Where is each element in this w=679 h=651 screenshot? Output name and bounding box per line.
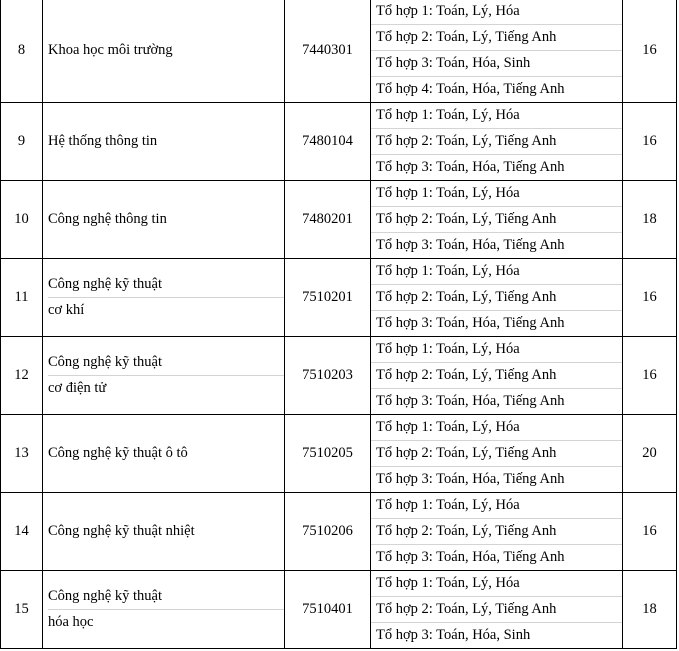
- major-code: 7510401: [285, 571, 371, 649]
- combination-item: Tổ hợp 3: Toán, Hóa, Tiếng Anh: [376, 549, 565, 565]
- row-number: 10: [1, 181, 43, 259]
- major-name-line: Khoa học môi trường: [48, 42, 173, 58]
- subject-combinations: [371, 493, 623, 571]
- combination-item: Tổ hợp 1: Toán, Lý, Hóa: [371, 493, 622, 519]
- major-name-line: Hệ thống thông tin: [48, 133, 158, 149]
- row-number: 11: [1, 259, 43, 337]
- table-row: [1, 181, 677, 259]
- benchmark-score: 16: [623, 259, 677, 337]
- major-name: [43, 493, 285, 571]
- row-number: 8: [1, 0, 43, 103]
- subject-combinations: [371, 103, 623, 181]
- combination-item: Tổ hợp 2: Toán, Lý, Tiếng Anh: [371, 519, 622, 545]
- combination-item: Tổ hợp 3: Toán, Hóa, Tiếng Anh: [376, 471, 565, 487]
- subject-combinations: [371, 181, 623, 259]
- benchmark-score: 20: [623, 415, 677, 493]
- major-name: [43, 415, 285, 493]
- combination-item: Tổ hợp 3: Toán, Hóa, Tiếng Anh: [376, 237, 565, 253]
- combination-item: Tổ hợp 3: Toán, Hóa, Tiếng Anh: [376, 159, 565, 175]
- table-row: [1, 0, 677, 103]
- subject-combinations: [371, 0, 623, 103]
- benchmark-score: 16: [623, 493, 677, 571]
- major-name-line: Công nghệ kỹ thuật ô tô: [48, 445, 188, 461]
- combination-item: Tổ hợp 3: Toán, Hóa, Sinh: [371, 51, 622, 77]
- combination-item: Tổ hợp 3: Toán, Hóa, Tiếng Anh: [376, 393, 565, 409]
- benchmark-score: 18: [623, 571, 677, 649]
- combination-item: Tổ hợp 4: Toán, Hóa, Tiếng Anh: [376, 81, 565, 97]
- row-number: 13: [1, 415, 43, 493]
- combination-item: Tổ hợp 1: Toán, Lý, Hóa: [371, 181, 622, 207]
- major-name-line: cơ khí: [48, 302, 85, 318]
- benchmark-score: 18: [623, 181, 677, 259]
- major-name-line: Công nghệ kỹ thuật: [48, 584, 284, 610]
- major-name: [43, 337, 285, 415]
- combination-item: Tổ hợp 1: Toán, Lý, Hóa: [371, 337, 622, 363]
- major-code: 7480201: [285, 181, 371, 259]
- subject-combinations: [371, 259, 623, 337]
- table-row: [1, 259, 677, 337]
- benchmark-score: 16: [623, 0, 677, 103]
- major-name-line: Công nghệ kỹ thuật nhiệt: [48, 523, 195, 539]
- combination-item: Tổ hợp 1: Toán, Lý, Hóa: [371, 103, 622, 129]
- major-name: [43, 571, 285, 649]
- subject-combinations: [371, 571, 623, 649]
- row-number: 9: [1, 103, 43, 181]
- subject-combinations: [371, 415, 623, 493]
- major-name: [43, 0, 285, 103]
- major-code: 7480104: [285, 103, 371, 181]
- combination-item: Tổ hợp 2: Toán, Lý, Tiếng Anh: [371, 129, 622, 155]
- row-number: 15: [1, 571, 43, 649]
- combination-item: Tổ hợp 2: Toán, Lý, Tiếng Anh: [371, 441, 622, 467]
- major-code: 7510206: [285, 493, 371, 571]
- combination-item: Tổ hợp 2: Toán, Lý, Tiếng Anh: [371, 207, 622, 233]
- combination-item: Tổ hợp 1: Toán, Lý, Hóa: [371, 415, 622, 441]
- combination-item: Tổ hợp 3: Toán, Hóa, Sinh: [376, 627, 531, 643]
- major-name: [43, 181, 285, 259]
- table-row: [1, 571, 677, 649]
- table-row: [1, 493, 677, 571]
- combination-item: Tổ hợp 1: Toán, Lý, Hóa: [371, 571, 622, 597]
- major-code: 7440301: [285, 0, 371, 103]
- combination-item: Tổ hợp 2: Toán, Lý, Tiếng Anh: [371, 597, 622, 623]
- major-code: 7510205: [285, 415, 371, 493]
- subject-combinations: [371, 337, 623, 415]
- combination-item: Tổ hợp 2: Toán, Lý, Tiếng Anh: [371, 285, 622, 311]
- combination-item: Tổ hợp 3: Toán, Hóa, Tiếng Anh: [376, 315, 565, 331]
- admission-table-body: [1, 0, 677, 649]
- combination-item: Tổ hợp 2: Toán, Lý, Tiếng Anh: [371, 363, 622, 389]
- combination-item: Tổ hợp 1: Toán, Lý, Hóa: [371, 259, 622, 285]
- table-row: [1, 103, 677, 181]
- major-code: 7510201: [285, 259, 371, 337]
- benchmark-score: 16: [623, 337, 677, 415]
- table-row: [1, 337, 677, 415]
- major-name-line: cơ điện tử: [48, 380, 107, 396]
- combination-item: Tổ hợp 2: Toán, Lý, Tiếng Anh: [371, 25, 622, 51]
- major-name-line: hóa học: [48, 614, 94, 630]
- major-name-line: Công nghệ thông tin: [48, 211, 167, 227]
- row-number: 14: [1, 493, 43, 571]
- major-name-line: Công nghệ kỹ thuật: [48, 272, 284, 298]
- row-number: 12: [1, 337, 43, 415]
- major-code: 7510203: [285, 337, 371, 415]
- major-name: [43, 259, 285, 337]
- benchmark-score: 16: [623, 103, 677, 181]
- major-name-line: Công nghệ kỹ thuật: [48, 350, 284, 376]
- table-row: [1, 415, 677, 493]
- major-name: [43, 103, 285, 181]
- combination-item: Tổ hợp 1: Toán, Lý, Hóa: [371, 0, 622, 25]
